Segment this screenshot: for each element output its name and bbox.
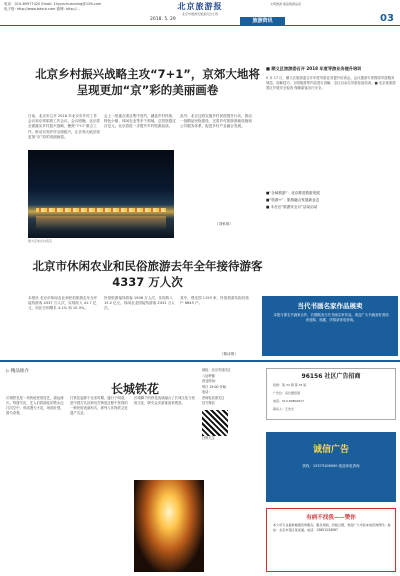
- info-line: 官方微信: [202, 401, 215, 405]
- sidebar-link[interactable]: ■ 丰台区“旅游安全月”活动启动: [266, 205, 318, 209]
- article-1-column-3: 此外，北京还将实施乡村民宿提升行动，推动一批精品民宿建设，完善乡村旅游基础设施和公共服务体系，促进乡村产业融合发展。: [180, 114, 252, 129]
- info-line: 营业时间：: [202, 379, 218, 383]
- article-2-headline[interactable]: 北京市休闲农业和民俗旅游去年全年接待游客 4337 万人次: [32, 259, 263, 289]
- qr-code-icon[interactable]: [202, 410, 228, 436]
- health-ad-title: 有病不找我——赞你: [306, 515, 356, 521]
- contact-line-2: 电子报: http://www.bdsrb.com 微博: http://...: [4, 6, 80, 11]
- iron-flower-column-1: 长城铁花是一项传统民俗技艺，源远流长。每逢节庆，艺人们将熔化的铁水击打向空中，形成漫天火花，场面壮观，蔚为奇观。: [6, 396, 64, 415]
- night-scene-photo: [28, 150, 174, 238]
- page-number: 03: [380, 13, 394, 24]
- article-1-headline[interactable]: 北京乡村振兴战略主攻“7+1”，京郊大地将呈现更加“京”彩的美丽画卷: [35, 67, 260, 97]
- sidebar-link[interactable]: ■“旅游+”：旅游融合发展新业态: [266, 198, 320, 202]
- sidebar-text: 5 月 17 日，顺义区旅游委召开年度导游业务提升培训会。会议邀请专家围绕导游服务规范、讲解技巧、文明旅游等内容进行讲解，全区百余名导游参加培训。■ 北京某旅游景区开展安全检查 保障游客出行安全。: [266, 76, 396, 90]
- article-2-column-1: 本报讯 北京市休闲农业和民俗旅游去年全年接待游客 4337 万人次，实现收入 41.7 亿元，同比分别增长 4.1% 和 10.3%。: [28, 296, 98, 311]
- sidebar-title[interactable]: ■ 顺义区旅游委召开 2018 年度导游业务提升培训: [266, 66, 362, 71]
- community-ad-title: 96156 社区广告招商: [301, 373, 361, 380]
- info-line: 地址：北京市延庆区: [202, 368, 231, 372]
- venue-info: [202, 368, 262, 508]
- article-1-byline: （刘家琪）: [215, 222, 233, 226]
- calligraphy-ad-title: 当代书画名家作品展卖: [297, 302, 363, 310]
- community-ad[interactable]: [266, 368, 396, 420]
- iron-flower-column-3: 长城脚下的铁花表演融合了长城文化与民俗文化，吸引众多游客前来观赏。: [134, 396, 196, 405]
- hotline-ad-headline: 诚信广告: [312, 445, 349, 455]
- info-line: 咨询电话请关注: [202, 395, 225, 400]
- sidebar-links: [266, 190, 396, 211]
- masthead-subtitle: 北京市旅游发展委员会主管: [181, 12, 218, 16]
- info-line: 每日 19:00 开始: [202, 384, 226, 389]
- iron-flower-headline[interactable]: 长城铁花: [110, 382, 159, 396]
- article-2-column-3: 其中，观光园 1155 家，民俗旅游实际经营户 6845 户。: [180, 296, 249, 306]
- photo-caption: 图为京郊乡村夜景: [28, 239, 53, 243]
- community-ad-row: 电话：010-89800617: [273, 399, 305, 403]
- issue-date: 2018. 5. 29: [150, 17, 176, 22]
- community-ad-row: 联系人：王先生: [273, 407, 295, 411]
- header-contact: [4, 2, 114, 11]
- article-1-column-2: 会上一批重点项目集中签约，涵盖乡村民宿、特色小镇、休闲农业等多个领域，总投资超过百亿元。北京将进一步提升乡村旅游品质。: [104, 114, 176, 129]
- community-ad-row: 报纸：第 34 期 第 32 版: [273, 383, 307, 387]
- iron-flower-photo: [134, 480, 204, 572]
- water-reflection: [36, 216, 166, 230]
- calligraphy-ad-body: 本报与著名书画家合作，长期展卖当代书画名家作品。欢迎广大书画爱好者前来选购、收藏，详情请来电咨询。: [273, 313, 389, 322]
- section-tag: 旅游资讯: [240, 17, 285, 25]
- health-ad-body: 本公司专业提供健康咨询服务，服务周到，价格合理，欢迎广大市民来电咨询预约。地址：北京市某区某街道。电话：13801234567: [273, 523, 391, 532]
- light-strip: [36, 208, 166, 212]
- header-slogan: 文明旅游 提高旅游品质: [270, 2, 301, 6]
- info-line: 八达岭镇: [202, 373, 215, 378]
- recommend-label: ▷ 精品推介: [6, 369, 29, 374]
- calligraphy-ad[interactable]: [262, 296, 398, 356]
- hotline-ad-text: 热线：15373108090 欢迎来电咨询: [302, 464, 360, 468]
- article-1-column-1: 日前，北京市召开 2018 年北京市乡村工作会议和京郊旅游工作会议。会议明确，北京将全面落实乡村振兴战略，聚焦“7+1”重点工作，推动京郊乡村全面振兴，让京郊大地呈现更加“京”彩的美丽画卷。: [28, 114, 100, 139]
- section-divider: [0, 360, 400, 362]
- article-2-column-2: 民俗旅游接待游客 1906 万人次，实现收入 15.2 亿元，休闲农业园接待游客 2431 万人次。: [104, 296, 175, 311]
- health-ad[interactable]: [266, 508, 396, 572]
- qr-label: 扫码关注: [202, 435, 215, 440]
- contact-line-1: 电话：010-69977420 Email: 1hyynchuanxing@126.com: [4, 2, 102, 6]
- info-line: 电话：: [202, 390, 212, 394]
- hotline-ad[interactable]: [266, 432, 396, 502]
- sidebar-link[interactable]: ■“全域旅游”：北京推进旅游发展: [266, 191, 320, 195]
- community-ad-row: 广告位：各位置招商: [273, 391, 301, 395]
- masthead-title: 北京旅游报: [177, 1, 223, 11]
- masthead: [150, 1, 250, 16]
- article-2-byline: （陈诗祺）: [220, 352, 238, 356]
- iron-flower-column-2: 打铁花起源于北宋时期，盛行于明清，是中国古代匠师们在铸造过程中发现的一种民俗表演形式，被列入非物质文化遗产名录。: [70, 396, 128, 415]
